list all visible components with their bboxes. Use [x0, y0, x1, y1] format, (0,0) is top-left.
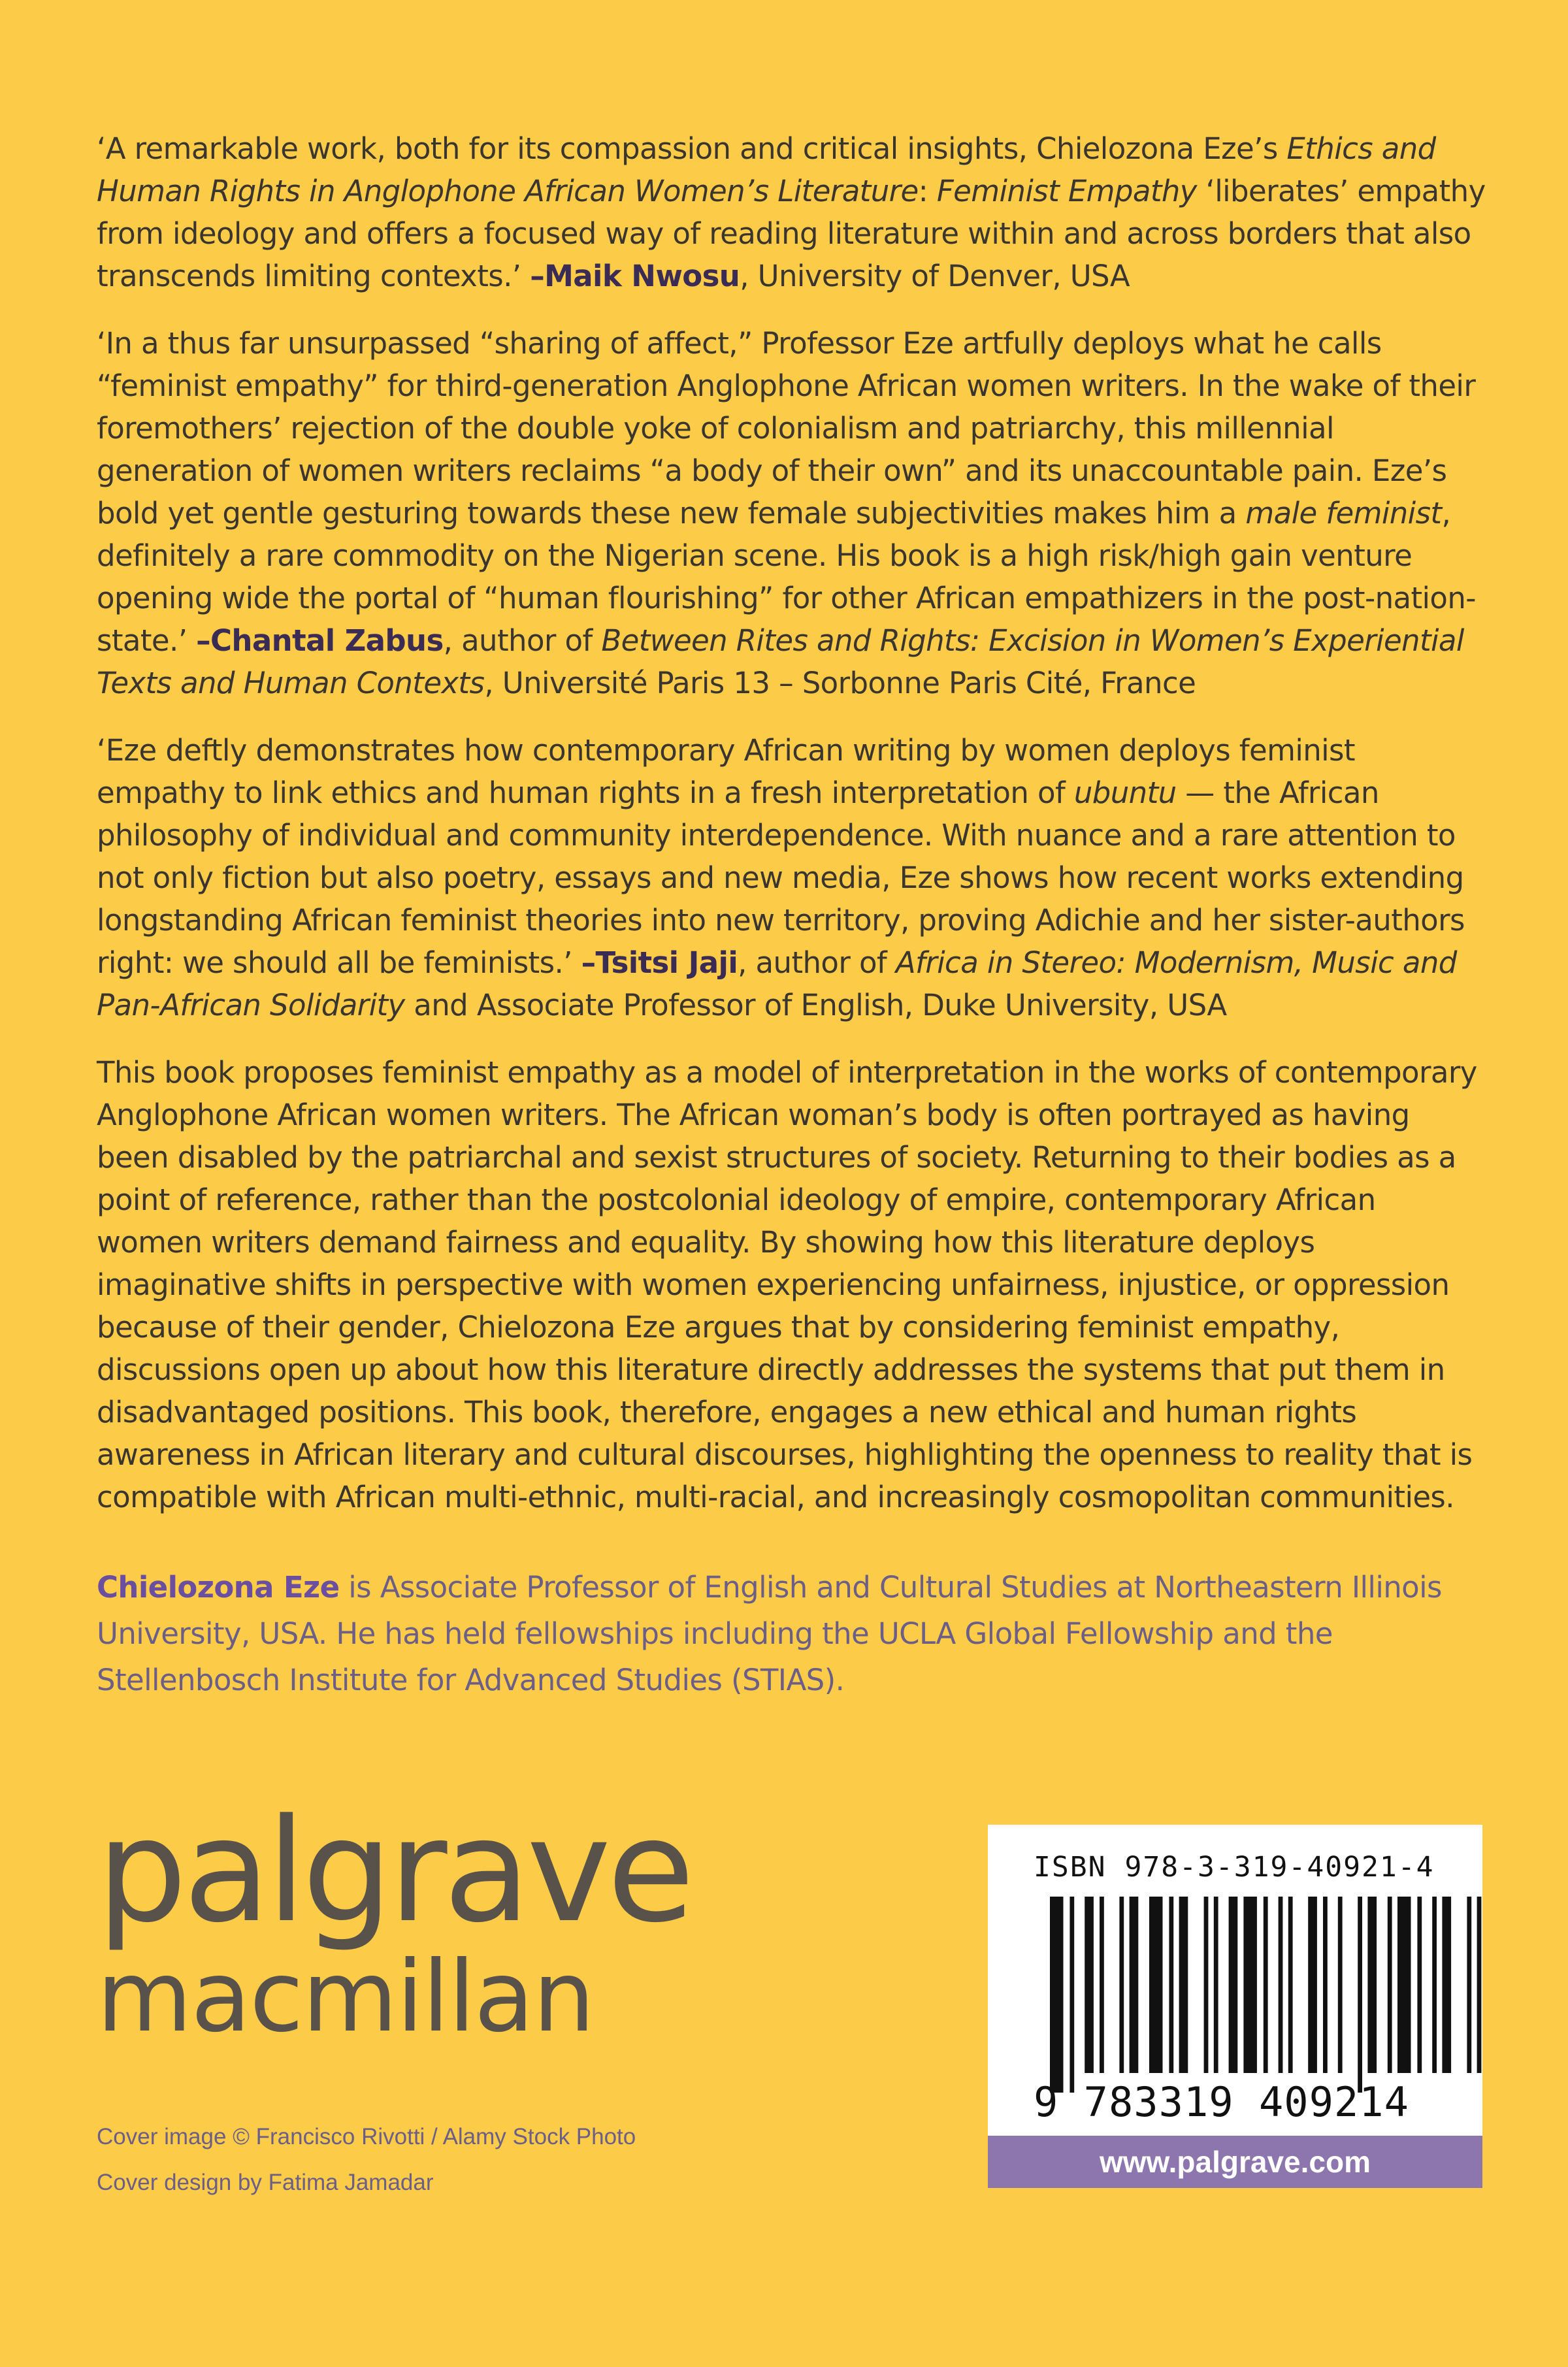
italic-title: Between Rites and Rights: Excision in Women’s Experiential Texts and Human Contexts [97, 623, 1464, 700]
publisher-logo-line2: macmillan [97, 1940, 594, 2054]
reviewer-name: –Tsitsi Jaji [581, 945, 738, 980]
book-description: This book proposes feminist empathy as a model of interpretation in the works of contemporary Anglophone African women writers. The African woman’s body is often portrayed as having been disabled by the patriarchal and sexist structures of society. Returning to their bodies as a point of reference, rather than the postcolonial ideology of empire, contemporary African women writers demand fairness and equality. By showing how this literature deploys imaginative shifts in perspective with women experiencing unfairness, injustice, or oppression because of their gender, Chielozona Eze argues that by considering feminist empathy, discussions open up about how this literature directly addresses the systems that put them in disadvantaged positions. This book, therefore, engages a new ethical and human rights awareness in African literary and cultural discourses, highlighting the openness to reality that is compatible with African multi-ethnic, multi-racial, and increasingly cosmopolitan communities. [97, 1055, 1477, 1514]
cover-image-credit: Cover image © Francisco Rivotti / Alamy Stock Photo [97, 2124, 636, 2149]
barcode-bar [1204, 1897, 1209, 2073]
barcode-bar [1169, 1897, 1173, 2073]
cover-design-credit: Cover design by Fatima Jamadar [97, 2170, 434, 2195]
barcode-bar [1229, 1897, 1238, 2073]
barcode-bar [1417, 1897, 1422, 2073]
barcode-bar [1388, 1897, 1392, 2073]
barcode-bar [1323, 1897, 1328, 2073]
barcode-bar [1338, 1897, 1343, 2073]
quote-text: , Université Paris 13 – Sorbonne Paris Cité, France [484, 666, 1196, 700]
isbn-barcode-box [988, 1825, 1482, 2136]
barcode-bar [1288, 1897, 1293, 2073]
barcode-bar [1179, 1897, 1188, 2073]
barcode-digits: 9 783319 409214 [1034, 2078, 1409, 2126]
quote-text: and Associate Professor of English, Duke University, USA [404, 988, 1227, 1022]
barcode-bar [1070, 1897, 1074, 2093]
italic-title: Africa in Stereo: Modernism, Music and Pan-African Solidarity [97, 945, 1457, 1022]
quote-text: , University of Denver, USA [740, 259, 1130, 293]
quote-text: ‘liberates’ empathy from ideology and offers a focused way of reading literature within and across borders that also transcends limiting contexts.’ [97, 174, 1486, 293]
barcode-bar [1100, 1897, 1104, 2073]
author-name: Chielozona Eze [97, 1570, 340, 1605]
quote-text: : [918, 174, 937, 208]
barcode-bar [1358, 1897, 1362, 2093]
barcode-bar [1308, 1897, 1317, 2073]
barcode-bar [1477, 1897, 1482, 2073]
author-bio-text: is Associate Professor of English and Cultural Studies at Northeastern Illinois University, USA. He has held fellowships including the UCLA Global Fellowship and the Stellenbosch Institute for Advanced Studies (STIAS). [97, 1570, 1442, 1697]
barcode-bar [1432, 1897, 1437, 2073]
italic-title: Ethics and Human Rights in Anglophone African Women’s Literature [97, 131, 1436, 208]
quote-text: — the African philosophy of individual and community interdependence. With nuance and a rare attention to not only fiction but also poetry, essays and new media, Eze shows how recent works extending longstanding African feminist theories into new territory, proving Adichie and her sister-authors right: we should all be feminists.’ [97, 775, 1465, 980]
review-quote-3 [97, 729, 1488, 1026]
quote-text: , author of [443, 623, 602, 658]
barcode-bar [1149, 1897, 1163, 2073]
quote-text: ‘In a thus far unsurpassed “sharing of affect,” Professor Eze artfully deploys what he calls “feminist empathy” for third-generation Anglophone African women writers. In the wake of their foremothers’ rejection of the double yoke of colonialism and patriarchy, this millennial generation of women writers reclaims “a body of their own” and its unaccountable pain. Eze’s bold yet gentle gesturing towards these new female subjectivities makes him a [97, 326, 1476, 531]
isbn-label: ISBN 978-3-319-40921-4 [1034, 1851, 1435, 1884]
quote-text: ‘Eze deftly demonstrates how contemporary African writing by women deploys feminist empathy to link ethics and human rights in a fresh interpretation of [97, 733, 1355, 810]
italic-title: Feminist Empathy [936, 174, 1197, 208]
barcode-bar [1467, 1897, 1471, 2073]
barcode-bar [1243, 1897, 1257, 2073]
website-link-text: www.palgrave.com [1100, 2145, 1371, 2179]
review-quote-2 [97, 322, 1488, 704]
barcode-bar [1279, 1897, 1283, 2073]
publisher-website [988, 2136, 1482, 2188]
quote-text: ‘A remarkable work, both for its compassion and critical insights, Chielozona Eze’s [97, 131, 1287, 166]
barcode-bar [1264, 1897, 1268, 2073]
barcode-bar [1214, 1897, 1218, 2073]
author-bio [97, 1564, 1488, 1703]
barcode-bar [1442, 1897, 1451, 2073]
barcode-bar [1050, 1897, 1064, 2093]
barcode-bar [1085, 1897, 1094, 2073]
italic-title: male feminist [1245, 496, 1442, 531]
reviewer-name: –Chantal Zabus [196, 623, 444, 658]
barcode-bar [1397, 1897, 1411, 2073]
quote-text: , definitely a rare commodity on the Nigerian scene. His book is a high risk/high gain venture opening wide the portal of “human flourishing” for other African empathizers in the post-nation-state.’ [97, 496, 1476, 658]
back-cover-text [97, 127, 1488, 1728]
barcode-bar [1367, 1897, 1377, 2073]
publisher-logo-line1: palgrave [97, 1789, 691, 1954]
barcode-bar [1119, 1897, 1124, 2073]
reviewer-name: –Maik Nwosu [530, 259, 740, 293]
barcode-bar [1130, 1897, 1139, 2073]
cover-credits [97, 2114, 636, 2206]
publisher-logo [97, 1789, 691, 2054]
review-quote-1 [97, 127, 1488, 297]
quote-text: , author of [738, 945, 896, 980]
italic-title: ubuntu [1073, 775, 1177, 810]
